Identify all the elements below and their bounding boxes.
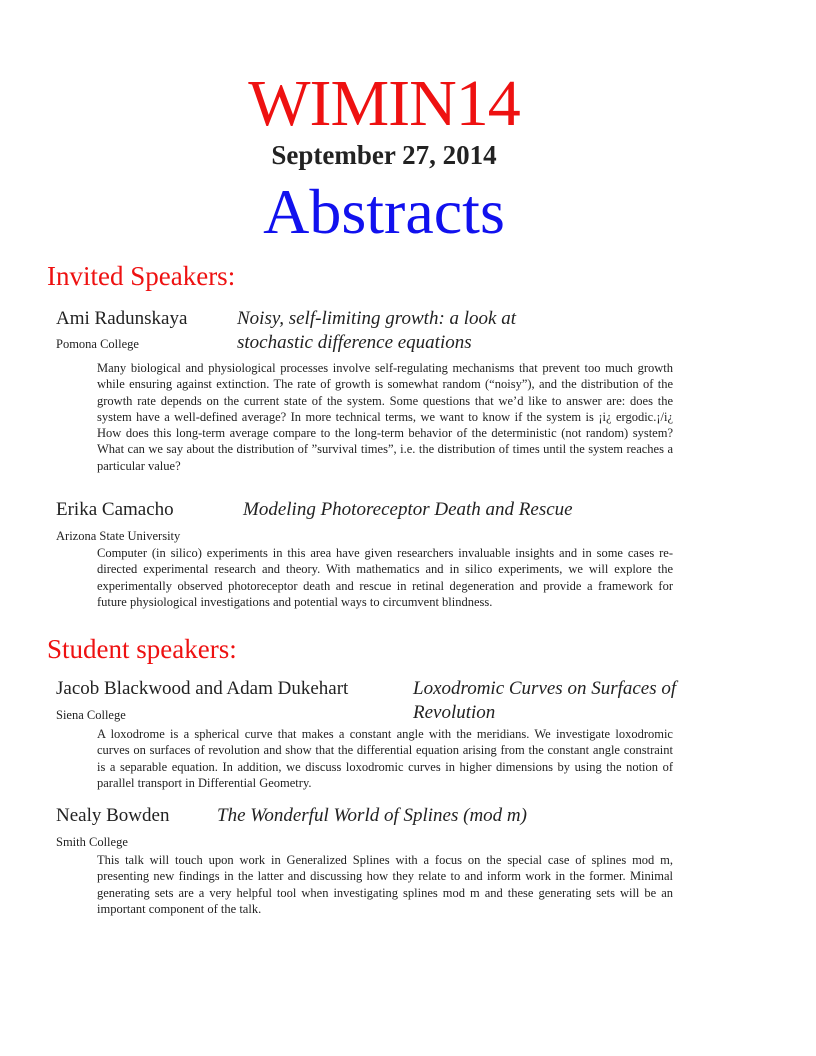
speaker-name: Erika Camacho	[56, 499, 174, 520]
speaker-affiliation: Smith College	[56, 835, 128, 849]
speaker-affiliation: Arizona State University	[56, 529, 181, 543]
speaker-affiliation: Siena College	[56, 708, 126, 722]
page-title: WIMIN14	[248, 67, 520, 140]
event-date: September 27, 2014	[271, 140, 497, 170]
page-subtitle: Abstracts	[263, 176, 505, 247]
talk-abstract: This talk will touch upon work in Generalized Splines with a focus on the special case of splines mod m, presenting new findings in the latter and discussing how they relate to and inform work in the former. Minimal generating sets are a very helpful tool when investigating splines mod m and these generating sets will be an important component of the talk.	[97, 853, 673, 916]
section-heading-invited: Invited Speakers:	[47, 261, 236, 291]
speaker-name: Ami Radunskaya	[56, 308, 188, 329]
talk-title: Modeling Photoreceptor Death and Rescue	[243, 499, 573, 520]
talk-title: The Wonderful World of Splines (mod m)	[217, 805, 527, 826]
section-heading-students: Student speakers:	[47, 634, 237, 664]
speaker-name: Nealy Bowden	[56, 805, 170, 826]
talk-abstract: Computer (in silico) experiments in this area have given researchers invaluable insights and in some cases re-directed experimental research and theory. With mathematics and in silico experiments, we will explore the experimentally observed photoreceptor death and rescue in retinal degeneration and provide a framework for future physiological investigations and potential ways to circumvent blindness.	[97, 546, 673, 609]
talk-abstract: A loxodrome is a spherical curve that makes a constant angle with the meridians. We investigate loxodromic curves on surfaces of revolution and show that the differential equation arising from the constant angle constraint is a separable equation. In addition, we discuss loxodromic curves in higher dimensions by using the notion of parallel transport in Differential Geometry.	[97, 727, 673, 790]
talk-title: Loxodromic Curves on Surfaces of Revolution	[413, 678, 677, 723]
talk-abstract: Many biological and physiological processes involve self-regulating mechanisms that prevent too much growth while ensuring against extinction. The rate of growth is somewhat random (“noisy”), and the distribution of the growth rate depends on the current state of the system. Some questions that we’d like to answer are: does the system have a well-defined average? In more technical terms, we want to know if the system is ¡i¿ ergodic.¡/i¿ How does this long-term average compare to the long-term behavior of the deterministic (not random) system? What can we say about the distribution of ”survival times”, i.e. the distribution of times until the system reaches a particular value?	[97, 361, 673, 473]
talk-title: Noisy, self-limiting growth: a look at stochastic difference equations	[237, 308, 517, 353]
speaker-name: Jacob Blackwood and Adam Dukehart	[56, 678, 349, 699]
speaker-affiliation: Pomona College	[56, 337, 139, 351]
